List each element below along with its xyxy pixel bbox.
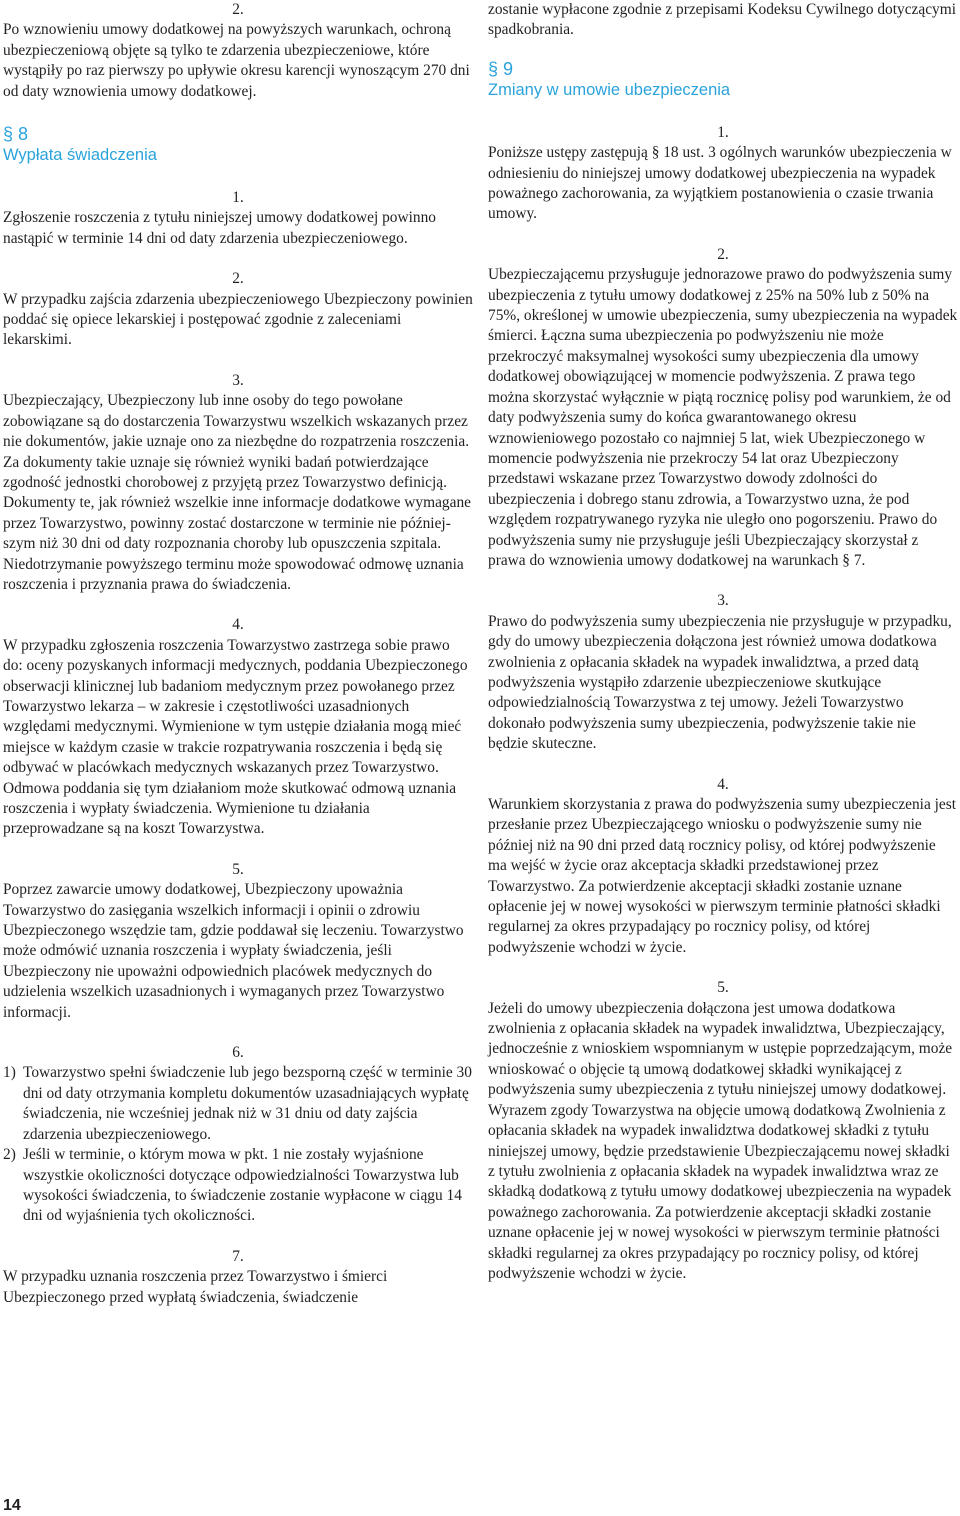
list-item-label: 2) xyxy=(3,1146,16,1164)
paragraph-number: 1. xyxy=(717,123,729,141)
section-title: Wypłata świadczenia xyxy=(3,146,157,165)
section-heading-9 xyxy=(488,59,958,101)
list-item xyxy=(3,1145,473,1227)
paragraph-number: 7. xyxy=(232,1247,244,1265)
paragraph-number: 4. xyxy=(717,775,729,793)
left-column xyxy=(3,0,473,1308)
paragraph-number: 3. xyxy=(232,371,244,389)
paragraph-text: zostanie wypłacone zgodnie z przepisami Kodeksu Cywilnego dotyczącymi spadkobrania. xyxy=(488,1,956,39)
list-item-text: Jeśli w terminie, o którym mowa w pkt. 1 nie zostały wyjaśnione wszystkie okoliczności dotyczące odpowiedzialności Towarzystwa lub wysokości świadczenia, to świadczenie zostanie wypłacone w ciągu 14 dni od wyjaśnienia tych okoliczności. xyxy=(23,1146,462,1225)
paragraph-number: 2. xyxy=(232,1,244,18)
paragraph-number: 4. xyxy=(232,616,244,634)
paragraph-text: Poniższe ustępy zastępują § 18 ust. 3 ogólnych warunków ubezpieczenia w odniesieniu do niniejszej umowy dodatkowej ubezpieczenia na wypadek poważnego zachorowania, za wyjątkiem postanowienia o czasie trwania umowy. xyxy=(488,144,952,223)
paragraph-number: 3. xyxy=(717,592,729,610)
paragraph-text: W przypadku zajścia zdarzenia ubezpieczeniowego Ubezpieczony powinien poddać się opiece lekarskiej i postępować zgodnie z zaleceniami lekarskimi. xyxy=(3,290,473,349)
paragraph-number: 5. xyxy=(232,860,244,878)
paragraph-text: Ubezpieczającemu przysługuje jednorazowe prawo do podwyższenia sumy ubezpieczenia z tytułu umowy dodatkowej z 25% na 50% lub z 50% na 75%, określonej w umowie ubezpieczenia, sumy ubezpieczenia na wypadek śmierci. Łączna suma ubezpieczenia po podwyższeniu nie może przekroczyć maksymalnej wysokości sumy ubezpieczenia dla umowy dodatkowej obowiązującej w momencie podwyższenia. Z prawa tego można skorzystać wyłącznie w piątą rocznicę polisy pod warunkiem, że od daty podwyższenia sumy do końca gwarantowanego okresu wznowieniowego pozostało co najmniej 5 lat, wiek Ubezpieczonego w momencie podwyższenia nie przekroczy 54 lat oraz Ubezpieczony przedstawi wskazane przez Towarzystwo dowody zdolności do ubezpieczenia i dobrego stanu zdrowia, a Towarzystwo uzna, że pod względem rozpatrywanego ryzyka nie uległo ono pogorszeniu. Prawo do podwyższenia sumy nie przysługuje jeśli Ubezpieczający skorzystał z prawa do wznowienia umowy dodatkowej na warunkach § 7. xyxy=(488,266,958,569)
paragraph-number: 2. xyxy=(232,270,244,288)
section-heading-8 xyxy=(3,124,473,166)
paragraph-text: Prawo do podwyższenia sumy ubezpieczenia nie przysługuje w przypadku, gdy do umowy ubezpieczenia dołączona jest również umowa dodatkowa zwolnienia z opłacania składek na wypadek inwalidztwa, a przed datą podwyższenia wystąpiło zdarzenie ubezpieczeniowe skutkujące odpowiedzialnością Towarzystwa z tej umowy. Jeżeli Towarzystwo dokonało podwyższenia sumy ubezpieczenia, podwyższenie takie nie będzie skuteczne. xyxy=(488,612,952,753)
right-column xyxy=(488,0,958,1284)
paragraph-number: 6. xyxy=(232,1044,244,1062)
paragraph-text: Zgłoszenie roszczenia z tytułu niniejszej umowy dodatkowej powinno nastąpić w terminie 14 dni od daty zdarzenia ubezpieczeniowego. xyxy=(3,209,436,247)
paragraph-number: 1. xyxy=(232,189,244,207)
paragraph-number: 2. xyxy=(717,245,729,263)
list-item xyxy=(3,1063,473,1145)
paragraph-text: Ubezpieczający, Ubezpieczony lub inne osoby do tego powołane zobowiązane są do dostarczenia Towarzystwu wszelkich wskazanych przez nie dokumentów, jakie uznaje ono za niezbędne do rozpatrzenia roszczenia. Za dokumenty takie uznaje się również wyniki badań potwierdzające zgodność jednostki chorobowej z przyjętą przez Towarzystwo definicją. Dokumenty te, jak również wszelkie inne informacje dodatkowe wymagane przez Towarzystwo, powinny zostać dostarczone w terminie nie późniejszym niż 30 dni od daty rozpoznania choroby lub opuszczenia szpitala. Niedotrzymanie powyższego terminu może spowodować odmowę uznania roszczenia i przyznania prawa do świadczenia. xyxy=(3,392,471,593)
list-item-label: 1) xyxy=(3,1064,16,1082)
paragraph-text: Poprzez zawarcie umowy dodatkowej, Ubezpieczony upoważnia Towarzystwo do zasięgania wszelkich informacji i opinii o zdrowiu Ubezpieczonego wszędzie tam, gdzie poddawał się leczeniu. Towarzystwo może odmówić uznania roszczenia i wypłaty świadczenia, jeśli Ubezpieczony nie upoważni odpowiednich placówek medycznych do udzielenia wszelkich uzasadnionych i wymaganych przez Towarzystwo informacji. xyxy=(3,881,464,1021)
list-item-text: Towarzystwo spełni świadczenie lub jego bezsporną część w terminie 30 dni od daty otrzymania kompletu dokumentów uzasadniających wypłatę świadczenia, nie wcześniej jednak niż w 31 dniu od daty zajścia zdarzenia ubezpieczeniowego. xyxy=(23,1064,472,1143)
paragraph-text: W przypadku uznania roszczenia przez Towarzystwo i śmierci Ubezpieczonego przed wypłatą świadczenia, świadczenie xyxy=(3,1268,388,1306)
section-symbol: § 8 xyxy=(3,124,29,145)
paragraph-text: Po wznowieniu umowy dodatkowej na powyższych warunkach, ochroną ubezpieczeniową objęte są tylko te zdarzenia ubezpieczeniowe, które wystąpiły po raz pierwszy po upływie okresu karencji wynoszącym 270 dni od daty wznowienia umowy dodatkowej. xyxy=(3,21,470,100)
paragraph-text: Warunkiem skorzystania z prawa do podwyższenia sumy ubezpieczenia jest przesłanie przez Ubezpieczającego wniosku o podwyższenie sumy nie później niż na 90 dni przed datą rocznicy polisy, od której podwyższenie ma wejść w życie oraz akceptacja składki przedstawionej przez Towarzystwo. Za potwierdzenie akceptacji składki zostanie uznane opłacenie jej w nowej wysokości w pierwszym terminie płatności składki regularnej za okres przypadający po rocznicy polisy, od której podwyższenie wchodzi w życie. xyxy=(488,796,957,956)
paragraph-text: W przypadku zgłoszenia roszczenia Towarzystwo zastrzega sobie prawo do: oceny pozyskanych informacji medycznych, poddania Ubezpieczonego obserwacji klinicznej lub badaniom medycznym przez powołanego przez Towarzystwo lekarza – w zakresie i częstotliwości uzasadnionych względami medycznymi. Wymienione w tym ustępie działania mogą mieć miejsce w każdym czasie w trakcie rozpatrywania roszczenia i będą się odbywać w placówkach medycznych wskazanych przez Towarzystwo. Odmowa poddania się tym działaniom może skutkować odmową uznania roszczenia i wypłaty świadczenia. Wymienione tu działania przeprowadzane są na koszt Towarzystwa. xyxy=(3,636,468,838)
section-title: Zmiany w umowie ubezpieczenia xyxy=(488,80,731,99)
paragraph-number: 5. xyxy=(717,979,729,997)
paragraph-text: Jeżeli do umowy ubezpieczenia dołączona jest umowa dodatkowa zwolnienia z opłacania składek na wypadek inwalidztwa, Ubezpieczający, jednocześnie z wnioskiem wspomnianym w ustępie poprzedzającym, może wnioskować o objęcie tą umową dodatkowej składki wynikającej z podwyższenia sumy ubezpieczenia z tytułu niniejszej umowy dodatkowej. Wyrazem zgody Towarzystwa na objęcie umową dodatkową Zwolnienia z opłacania składek na wypadek inwalidztwa dodatkowej składki z tytułu niniejszej umowy, będzie przedstawienie Ubezpieczającemu nowej składki z tytułu zwolnienia z opłacania składek na wypadek inwalidztwa wraz ze składką dodatkową z tytułu umowy dodatkowej ubezpieczenia na wypadek poważnego zachorowania. Za potwierdzenie akceptacji składki zostanie uznane opłacenie jej w nowej wysokości w pierwszym terminie płatności składki regularnej za okres przypadający po rocznicy polisy, od której podwyższenie wchodzi w życie. xyxy=(488,999,953,1282)
section-symbol: § 9 xyxy=(488,58,514,79)
page-number: 14 xyxy=(3,1497,21,1514)
